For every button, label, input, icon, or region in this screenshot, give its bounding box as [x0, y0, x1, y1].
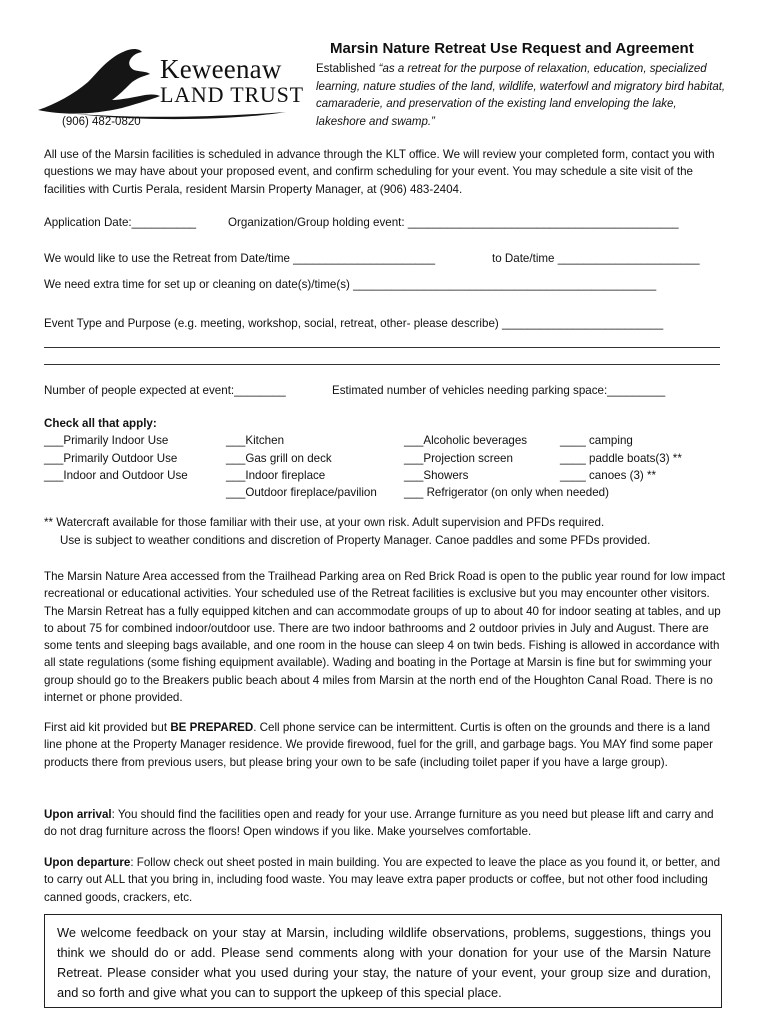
watercraft-note-line-1: ** Watercraft available for those familiar with their use, at your own risk. Adult supervision and PFDs required.	[44, 516, 605, 529]
arrival-label: Upon arrival	[44, 808, 112, 821]
checkbox-camping[interactable]: ____ camping	[560, 434, 633, 447]
intro-paragraph: All use of the Marsin facilities is scheduled in advance through the KLT office. We will review your completed form, contact you with questions we may have about your proposed event, and confirm scheduling for your event. You may schedule a site visit of the facilities with Curtis Perala, resident Marsin Property Manager, at (906) 483-2404.	[44, 148, 715, 196]
area-description-paragraph: The Marsin Nature Area accessed from the Trailhead Parking area on Red Brick Road is open to the public year round for low impact recreational or educational activities. Your scheduled use of the Retreat facilities is exclusive but you may encounter other visitors. The Marsin Retreat has a fully equipped kitchen and can accommodate groups of up to about 40 for indoor seating at tables, and up to about 75 for combined indoor/outdoor use. There are two indoor bathrooms and 2 outdoor privies in July and August. There are some tents and sleeping bags available, and one room in the house can sleep 4 on twin beds. Fishing is allowed in accordance with all state regulations (some fishing equipment available). Wading and boating in the Portage at Marsin is fine but for swimming your group should go to the Breakers public beach about 4 miles from Marsin at the north end of the Houghton Canal Road. There is no internet or phone provided.	[44, 570, 726, 705]
checkbox-projection-screen[interactable]: ___Projection screen	[404, 452, 513, 465]
watercraft-note-line-2: Use is subject to weather conditions and discretion of Property Manager. Canoe paddles and some PFDs provided.	[60, 534, 651, 547]
first-aid-paragraph	[44, 719, 728, 771]
organization-field[interactable]: Organization/Group holding event: __________________________________________	[228, 216, 679, 229]
event-type-field[interactable]: Event Type and Purpose (e.g. meeting, workshop, social, retreat, other- please describe) _________________________	[44, 317, 664, 330]
departure-label: Upon departure	[44, 856, 131, 869]
extra-time-field[interactable]: We need extra time for set up or cleaning on date(s)/time(s) _______________________________________________	[44, 278, 657, 291]
checkbox-alcohol[interactable]: ___Alcoholic beverages	[404, 434, 528, 447]
feedback-text: We welcome feedback on your stay at Marsin, including wildlife observations, problems, suggestions, things you think we should do or add. Please send comments along with your donation for your use of the Marsin Nature Retreat. Please consider what you used during your stay, the nature of your event, your group size and duration, and so forth and give what you can to support the upkeep of this special place.	[57, 925, 711, 1000]
checkbox-indoor-outdoor[interactable]: ___Indoor and Outdoor Use	[44, 469, 188, 482]
checklist-heading: Check all that apply:	[44, 417, 157, 430]
checkbox-primarily-outdoor[interactable]: ___Primarily Outdoor Use	[44, 452, 178, 465]
first-aid-after: . Cell phone service can be intermittent. Curtis is often on the grounds and there is a land line phone at the Property Manager residence. We provide firewood, fuel for the grill, and garbage bags. You MAY find some paper products there from previous users, but please bring your own to be safe (including toilet paper if you have a large group).	[44, 721, 713, 769]
checkbox-gas-grill[interactable]: ___Gas grill on deck	[226, 452, 332, 465]
event-description-line-1[interactable]	[44, 347, 720, 348]
established-statement	[316, 61, 726, 131]
arrival-paragraph	[44, 806, 728, 841]
checkbox-canoes[interactable]: ____ canoes (3) **	[560, 469, 657, 482]
feedback-box	[44, 914, 722, 1008]
date-from-field[interactable]: We would like to use the Retreat from Date/time ______________________	[44, 252, 436, 265]
page-title: Marsin Nature Retreat Use Request and Agreement	[330, 40, 694, 57]
vehicle-count-field[interactable]: Estimated number of vehicles needing parking space:_________	[332, 384, 666, 397]
checkbox-showers[interactable]: ___Showers	[404, 469, 469, 482]
checkbox-kitchen[interactable]: ___Kitchen	[226, 434, 285, 447]
departure-text: : Follow check out sheet posted in main building. You are expected to leave the place as you found it, or better, and to carry out ALL that you bring in, including food waste. You may leave extra paper products or coffee, but not other food including canned goods, crackers, etc.	[44, 856, 721, 904]
checkbox-indoor-fireplace[interactable]: ___Indoor fireplace	[226, 469, 326, 482]
established-quote: “as a retreat for the purpose of relaxation, education, specialized learning, nature studies of the land, wildlife, waterfowl and migratory bird habitat, camaraderie, and preservation of the existing land enveloping the lake, lakeshore and swamp.”	[316, 63, 726, 128]
checkbox-paddle-boats[interactable]: ____ paddle boats(3) **	[560, 452, 682, 465]
org-phone: (906) 482-0820	[62, 116, 141, 128]
established-label: Established	[316, 63, 376, 75]
org-subtitle: LAND TRUST	[160, 82, 304, 107]
date-to-field[interactable]: to Date/time ______________________	[492, 252, 700, 265]
event-description-line-2[interactable]	[44, 364, 720, 365]
application-date-field[interactable]: Application Date:__________	[44, 216, 197, 229]
org-name: Keweenaw	[160, 54, 282, 84]
departure-paragraph	[44, 854, 728, 906]
people-count-field[interactable]: Number of people expected at event:________	[44, 384, 286, 397]
first-aid-before: First aid kit provided but	[44, 721, 171, 734]
first-aid-be-prepared: BE PREPARED	[170, 721, 254, 734]
checkbox-outdoor-fireplace[interactable]: ___Outdoor fireplace/pavilion	[226, 486, 377, 499]
checkbox-refrigerator[interactable]: ___ Refrigerator (on only when needed)	[404, 486, 609, 499]
checkbox-primarily-indoor[interactable]: ___Primarily Indoor Use	[44, 434, 169, 447]
arrival-text: : You should find the facilities open and ready for your use. Arrange furniture as you need but please lift and carry and do not drag furniture across the floors! Open windows if you like. Make yourselves comfortable.	[44, 808, 714, 839]
